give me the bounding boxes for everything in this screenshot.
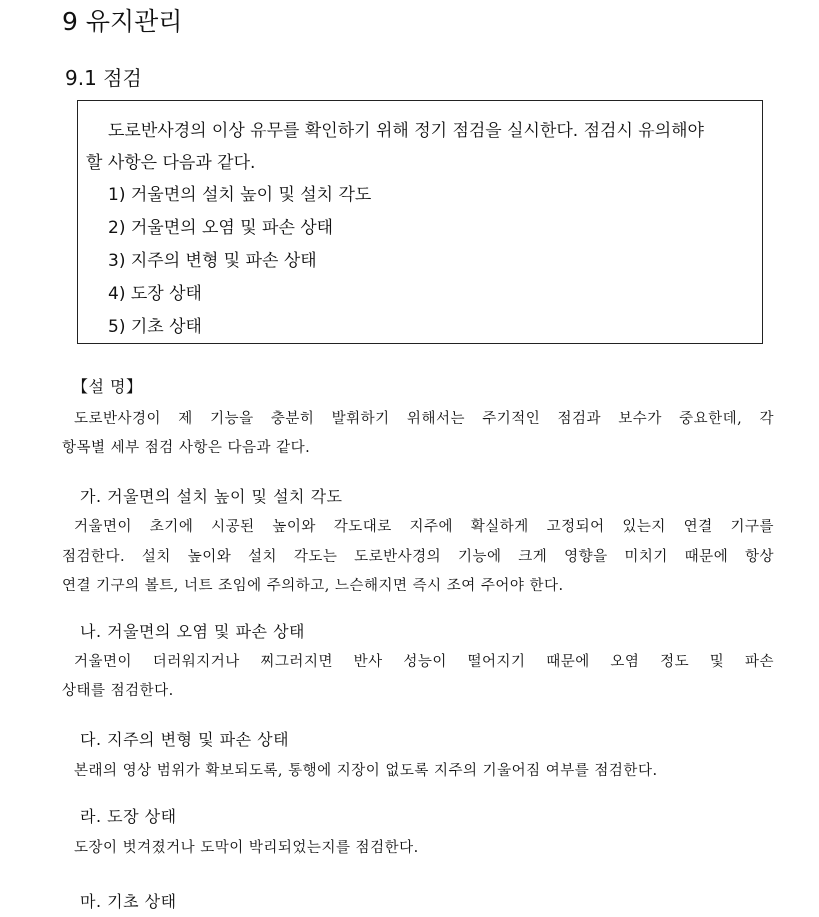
explanation-text: 항목별 세부 점검 사항은 다음과 같다.	[62, 440, 311, 456]
box-list-item: 5) 기초 상태	[108, 317, 202, 337]
box-intro-line: 할 사항은 다음과 같다.	[86, 153, 256, 173]
inspection-summary-box	[77, 100, 763, 344]
subsection-text: 도장이 벗겨졌거나 도막이 박리되었는지를 점검한다.	[74, 840, 419, 856]
subsection-title: 가. 거울면의 설치 높이 및 설치 각도	[80, 487, 343, 506]
subsection-text: 거울면이 초기에 시공된 높이와 각도대로 지주에 확실하게 고정되어 있는지 연결 기구를	[74, 519, 774, 535]
subsection-title: 마. 기초 상태	[80, 892, 177, 911]
chapter-title: 9 유지관리	[62, 7, 183, 36]
box-list-item: 2) 거울면의 오염 및 파손 상태	[108, 218, 334, 238]
subsection-text: 본래의 영상 범위가 확보되도록, 통행에 지장이 없도록 지주의 기울어짐 여부를 점검한다.	[74, 763, 658, 779]
box-list-item: 3) 지주의 변형 및 파손 상태	[108, 251, 317, 271]
subsection-title: 다. 지주의 변형 및 파손 상태	[80, 730, 290, 749]
subsection-title: 나. 거울면의 오염 및 파손 상태	[80, 622, 305, 641]
box-list-item: 4) 도장 상태	[108, 284, 202, 304]
subsection-title: 라. 도장 상태	[80, 807, 177, 826]
subsection-text: 연결 기구의 볼트, 너트 조임에 주의하고, 느슨해지면 즉시 조여 주어야 한다.	[62, 578, 564, 594]
subsection-text: 거울면이 더러워지거나 찌그러지면 반사 성능이 떨어지기 때문에 오염 정도 및 파손	[74, 654, 774, 670]
subsection-text: 점검한다. 설치 높이와 설치 각도는 도로반사경의 기능에 크게 영향을 미치기 때문에 항상	[62, 549, 774, 565]
section-title: 9.1 점검	[65, 66, 142, 90]
subsection-text: 상태를 점검한다.	[62, 683, 174, 699]
explanation-text: 도로반사경이 제 기능을 충분히 발휘하기 위해서는 주기적인 점검과 보수가 중요한데, 각	[74, 411, 774, 427]
explanation-label: 【설 명】	[72, 377, 143, 396]
box-intro-line: 도로반사경의 이상 유무를 확인하기 위해 정기 점검을 실시한다. 점검시 유의해야	[108, 121, 704, 141]
box-list-item: 1) 거울면의 설치 높이 및 설치 각도	[108, 185, 372, 205]
